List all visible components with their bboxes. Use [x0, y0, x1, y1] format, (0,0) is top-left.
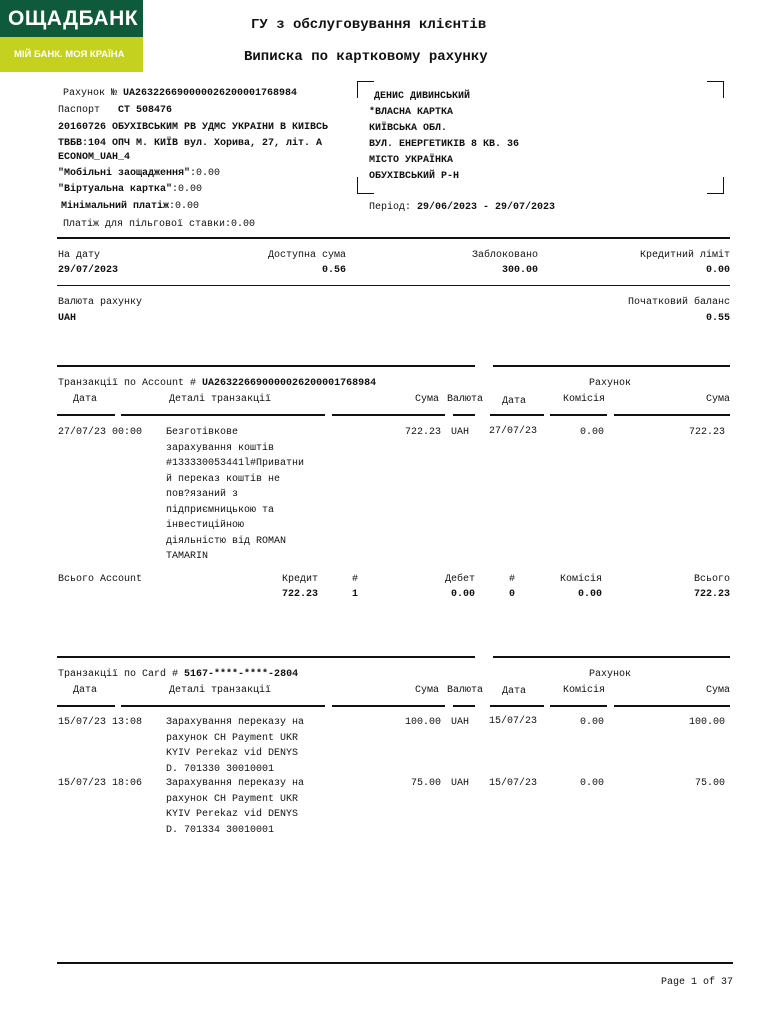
row-acc-date: 15/07/23 — [489, 716, 538, 727]
row-currency: UAH — [451, 427, 470, 438]
rule — [332, 705, 445, 707]
totals-debit-label: Дебет — [444, 574, 475, 585]
currency-value: UAH — [58, 313, 77, 324]
rule — [121, 414, 325, 416]
totals-credit-count: 1 — [352, 589, 359, 600]
row-commission: 0.00 — [579, 778, 604, 789]
totals-credit-count-label: # — [352, 574, 359, 585]
rule — [121, 705, 325, 707]
opening-balance: 0.55 — [705, 313, 730, 324]
rule — [490, 414, 544, 416]
blocked-amount: 300.00 — [501, 265, 538, 276]
row-amount: 100.00 — [404, 717, 441, 728]
account-number-line: Рахунок № UA263226690000026200001768984 — [63, 88, 298, 99]
address-corner-tl — [357, 81, 374, 98]
totals-total-label: Всього — [693, 574, 730, 585]
logo-slogan: МІЙ БАНК. МОЯ КРАЇНА — [0, 37, 143, 72]
rule — [57, 705, 115, 707]
totals-total: 722.23 — [693, 589, 730, 600]
totals-debit: 0.00 — [450, 589, 475, 600]
col-commission: Комісія — [563, 685, 606, 696]
summary-top-rule — [57, 237, 730, 239]
rule — [57, 414, 115, 416]
rule — [453, 414, 475, 416]
statement-period: Період: 29/06/2023 - 29/07/2023 — [369, 202, 556, 213]
recipient-name: ДЕНИС ДИВИНСЬКИЙ — [374, 91, 471, 102]
rule — [614, 705, 730, 707]
passport-number: СТ 508476 — [118, 105, 173, 116]
row-acc-date: 27/07/23 — [489, 426, 538, 437]
rule — [550, 414, 607, 416]
passport-line: Паспорт СТ 508476 — [58, 105, 173, 116]
row-amount: 722.23 — [404, 427, 441, 438]
recipient-street: ВУЛ. ЕНЕРГЕТИКІВ 8 КВ. 36 — [369, 139, 520, 150]
summary-divider — [57, 285, 730, 286]
section1-rule-left — [57, 365, 475, 367]
col-acc-date: Дата — [502, 686, 527, 697]
recipient-city: МІСТО УКРАЇНКА — [369, 155, 454, 166]
row-acc-amount: 722.23 — [688, 427, 725, 438]
totals-debit-count: 0 — [509, 589, 516, 600]
row-date: 15/07/23 18:06 — [58, 778, 143, 789]
row-commission: 0.00 — [579, 717, 604, 728]
logo-name: ОЩАДБАНК — [0, 0, 143, 37]
branch-info: ТВБВ:104 ОПЧ М. КИЇВ вул. Хорива, 27, літ. А — [58, 138, 323, 149]
row-date: 15/07/23 13:08 — [58, 717, 143, 728]
tariff-plan: ECONOM_UAH_4 — [58, 152, 131, 163]
document-title: ГУ з обслуговування клієнтів — [251, 17, 487, 33]
row-acc-amount: 100.00 — [688, 717, 725, 728]
account-number: UA263226690000026200001768984 — [123, 88, 298, 99]
rule — [490, 705, 544, 707]
row-acc-date: 15/07/23 — [489, 778, 538, 789]
mobile-savings: "Мобільні заощадження":0.00 — [58, 168, 221, 179]
currency-label: Валюта рахунку — [58, 297, 143, 308]
rule — [614, 414, 730, 416]
row-date: 27/07/23 00:00 — [58, 427, 143, 438]
virtual-card: "Віртуальна картка":0.00 — [58, 184, 203, 195]
totals-credit: 722.23 — [281, 589, 318, 600]
section2-account-group: Рахунок — [589, 669, 632, 680]
document-subtitle: Виписка по картковому рахунку — [244, 49, 488, 65]
section2-rule-left — [57, 656, 475, 658]
col-acc-amount: Сума — [705, 685, 730, 696]
col-details: Деталі транзакції — [169, 685, 272, 696]
footer-rule — [57, 962, 733, 964]
col-commission: Комісія — [563, 394, 606, 405]
opening-balance-label: Початковий баланс — [627, 297, 730, 308]
available-label: Доступна сума — [267, 250, 346, 261]
col-date: Дата — [73, 394, 98, 405]
grace-payment: Платіж для пільгової ставки:0.00 — [63, 219, 256, 230]
col-acc-date: Дата — [502, 396, 527, 407]
section2-title: Транзакції по Card # 5167-****-****-2804 — [58, 669, 299, 680]
recipient-region: КИЇВСЬКА ОБЛ. — [369, 123, 448, 134]
address-corner-tr — [707, 81, 724, 98]
row-acc-amount: 75.00 — [694, 778, 725, 789]
col-amount: Сума — [414, 394, 439, 405]
address-corner-br — [707, 177, 724, 194]
totals-label: Всього Account — [58, 574, 143, 585]
totals-credit-label: Кредит — [281, 574, 318, 585]
row-commission: 0.00 — [579, 427, 604, 438]
row-details: Зарахування переказу на рахунок CH Payment UKR KYIV Perekaz vid DENYS D. 701330 30010001 — [166, 717, 305, 775]
recipient-district: ОБУХІВСЬКИЙ Р-Н — [369, 171, 460, 182]
bank-logo — [0, 0, 143, 72]
section1-rule-right — [493, 365, 730, 367]
col-currency: Валюта — [447, 685, 484, 696]
section2-rule-right — [493, 656, 730, 658]
col-currency: Валюта — [447, 394, 484, 405]
blocked-label: Заблоковано — [471, 250, 538, 261]
as-of-date-label: На дату — [58, 250, 101, 261]
col-date: Дата — [73, 685, 98, 696]
col-details: Деталі транзакції — [169, 394, 272, 405]
credit-limit-label: Кредитний ліміт — [639, 250, 730, 261]
as-of-date: 29/07/2023 — [58, 265, 119, 276]
row-currency: UAH — [451, 778, 470, 789]
recipient-card: *ВЛАСНА КАРТКА — [369, 107, 454, 118]
row-amount: 75.00 — [410, 778, 441, 789]
section1-title: Транзакції по Account # UA263226690000026200001768984 — [58, 378, 377, 389]
totals-commission: 0.00 — [577, 589, 602, 600]
rule — [332, 414, 445, 416]
row-details: Безготівкове зарахування коштів #133330053441l#Приватни й переказ коштів не пов?язаний з підприємницькою та інвестиційною діяльністю від ROMAN TAMARIN — [166, 427, 305, 562]
row-currency: UAH — [451, 717, 470, 728]
credit-limit-amount: 0.00 — [705, 265, 730, 276]
section1-account-group: Рахунок — [589, 378, 632, 389]
totals-debit-count-label: # — [509, 574, 516, 585]
passport-issued: 20160726 ОБУХІВСЬКИМ РВ УДМС УКРАЇНИ В КИЇВСЬ — [58, 122, 329, 133]
rule — [550, 705, 607, 707]
col-acc-amount: Сума — [705, 394, 730, 405]
row-details: Зарахування переказу на рахунок CH Payment UKR KYIV Perekaz vid DENYS D. 701334 30010001 — [166, 778, 305, 836]
page-number: Page 1 of 37 — [660, 977, 733, 988]
rule — [453, 705, 475, 707]
minimum-payment: Мінімальний платіж:0.00 — [61, 201, 200, 212]
totals-commission-label: Комісія — [559, 574, 602, 585]
col-amount: Сума — [414, 685, 439, 696]
available-amount: 0.56 — [321, 265, 346, 276]
